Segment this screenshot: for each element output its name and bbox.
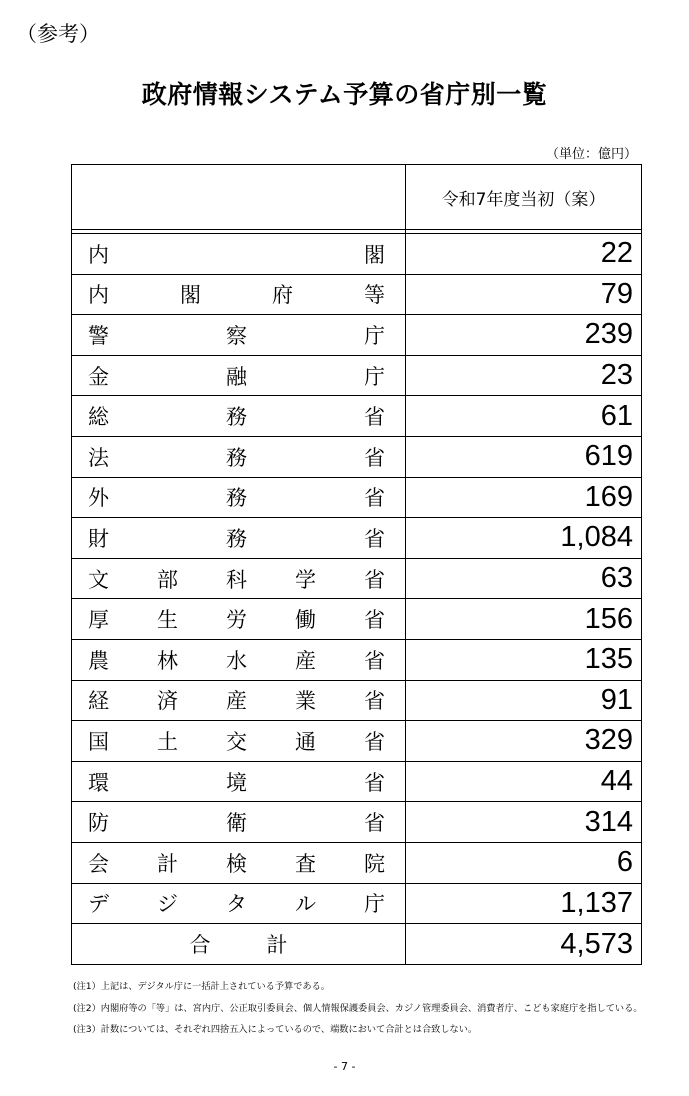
budget-value-cell: 156 (406, 599, 642, 640)
table-row (72, 396, 642, 437)
agency-name-char: 警 (88, 323, 109, 348)
table-row (72, 761, 642, 802)
agency-name-char: 省 (364, 770, 385, 795)
agency-name-char: 閣 (364, 242, 385, 267)
agency-name-cell (72, 680, 406, 721)
agency-name-char: 省 (364, 729, 385, 754)
agency-name-char: 労 (226, 608, 247, 633)
table-row (72, 842, 642, 883)
agency-name-char: 省 (364, 689, 385, 714)
agency-name-char: 部 (157, 567, 178, 592)
table-row (72, 883, 642, 924)
agency-name-cell (72, 274, 406, 315)
agency-name-char: 文 (88, 567, 109, 592)
agency-name-char: 省 (364, 526, 385, 551)
budget-value-cell: 1,137 (406, 883, 642, 924)
agency-name-cell (72, 396, 406, 437)
budget-value-cell: 239 (406, 315, 642, 356)
agency-name-char: 総 (88, 405, 109, 430)
reference-label: （参考） (16, 22, 100, 46)
agency-name-char: 境 (226, 770, 247, 795)
agency-name-char: 防 (88, 811, 109, 836)
agency-name-char: 省 (364, 608, 385, 633)
agency-name-char: ジ (157, 892, 178, 917)
agency-name-cell (72, 842, 406, 883)
agency-name-cell (72, 518, 406, 559)
agency-name-char: 林 (157, 648, 178, 673)
agency-name-char: 業 (295, 689, 316, 714)
table-row (72, 558, 642, 599)
agency-name-char: 外 (88, 486, 109, 511)
agency-name-char: 産 (295, 648, 316, 673)
agency-name-cell (72, 234, 406, 275)
agency-name-char: タ (226, 892, 247, 917)
agency-name-char: 等 (364, 283, 385, 308)
table-row (72, 680, 642, 721)
agency-name-char: 会 (88, 851, 109, 876)
agency-name-char: ル (295, 892, 316, 917)
budget-value-cell: 329 (406, 721, 642, 762)
agency-name-char: 財 (88, 526, 109, 551)
table-row (72, 518, 642, 559)
agency-name-char: 水 (226, 648, 247, 673)
agency-name-char: 省 (364, 811, 385, 836)
agency-name-cell (72, 761, 406, 802)
total-label-cell (72, 924, 406, 965)
agency-name-char: 科 (226, 567, 247, 592)
agency-name-char: 経 (88, 689, 109, 714)
budget-value-cell: 63 (406, 558, 642, 599)
budget-value-cell: 91 (406, 680, 642, 721)
agency-name-char: 院 (364, 851, 385, 876)
agency-name-char: 土 (157, 729, 178, 754)
agency-name-cell (72, 599, 406, 640)
agency-name-char: 務 (226, 445, 247, 470)
agency-name-char: 法 (88, 445, 109, 470)
unit-note: （単位：億円） (545, 147, 637, 162)
budget-value-cell: 22 (406, 234, 642, 275)
agency-name-char: 衛 (226, 811, 247, 836)
total-value-cell: 4,573 (406, 924, 642, 965)
budget-value-cell: 23 (406, 355, 642, 396)
agency-name-char: 省 (364, 648, 385, 673)
agency-name-char: 省 (364, 405, 385, 430)
budget-value-cell: 314 (406, 802, 642, 843)
document-title: 政府情報システム予算の省庁別一覧 (141, 80, 548, 109)
agency-name-cell (72, 436, 406, 477)
agency-name-char: 環 (88, 770, 109, 795)
budget-value-cell: 169 (406, 477, 642, 518)
budget-value-cell: 79 (406, 274, 642, 315)
table-row (72, 436, 642, 477)
budget-value-cell: 619 (406, 436, 642, 477)
agency-name-char: 務 (226, 405, 247, 430)
budget-table (71, 164, 642, 965)
table-row (72, 355, 642, 396)
agency-name-cell (72, 721, 406, 762)
agency-name-char: 庁 (364, 364, 385, 389)
agency-name-cell (72, 558, 406, 599)
budget-value-cell: 6 (406, 842, 642, 883)
table-row (72, 477, 642, 518)
agency-name-char: 働 (295, 608, 316, 633)
budget-value-cell: 44 (406, 761, 642, 802)
agency-name-char: 府 (272, 283, 293, 308)
agency-name-char: 省 (364, 567, 385, 592)
agency-name-char: 計 (157, 851, 178, 876)
agency-name-char: 内 (88, 242, 109, 267)
agency-name-char: 学 (295, 567, 316, 592)
agency-name-char: 生 (157, 608, 178, 633)
table-row (72, 599, 642, 640)
total-label-char: 合 (189, 933, 211, 958)
agency-name-char: 務 (226, 526, 247, 551)
table-row (72, 639, 642, 680)
table-row (72, 315, 642, 356)
table-row (72, 721, 642, 762)
column-header: 令和7年度当初（案） (406, 165, 642, 230)
agency-name-char: 融 (226, 364, 247, 389)
agency-name-char: 庁 (364, 323, 385, 348)
budget-value-cell: 61 (406, 396, 642, 437)
agency-name-char: 査 (295, 851, 316, 876)
agency-name-char: 務 (226, 486, 247, 511)
agency-name-char: 通 (295, 729, 316, 754)
agency-name-cell (72, 639, 406, 680)
agency-name-cell (72, 802, 406, 843)
agency-name-cell (72, 315, 406, 356)
header-row (72, 165, 642, 230)
agency-name-cell (72, 883, 406, 924)
agency-name-char: デ (88, 892, 109, 917)
agency-name-char: 厚 (88, 608, 109, 633)
footnote-3: (注3）計数については、それぞれ四捨五入によっているので、端数において合計とは合致しない。 (73, 1024, 478, 1035)
agency-name-cell (72, 355, 406, 396)
table-row (72, 802, 642, 843)
agency-name-cell (72, 477, 406, 518)
agency-name-char: 庁 (364, 892, 385, 917)
agency-name-char: 省 (364, 445, 385, 470)
agency-name-char: 農 (88, 648, 109, 673)
header-blank-cell (72, 165, 406, 230)
agency-name-char: 閣 (180, 283, 201, 308)
agency-name-char: 済 (157, 689, 178, 714)
agency-name-char: 金 (88, 364, 109, 389)
footnote-1: (注1）上記は、デジタル庁に一括計上されている予算である。 (73, 981, 330, 992)
footnote-2: (注2）内閣府等の「等」は、宮内庁、公正取引委員会、個人情報保護委員会、カジノ管理委員会、消費者庁、こども家庭庁を指している。 (73, 1002, 643, 1014)
agency-name-char: 検 (226, 851, 247, 876)
total-label-char: 計 (266, 933, 288, 958)
table-row (72, 234, 642, 275)
budget-value-cell: 135 (406, 639, 642, 680)
agency-name-char: 内 (88, 283, 109, 308)
page-number: - 7 - (333, 1060, 356, 1073)
agency-name-char: 交 (226, 729, 247, 754)
footnotes (73, 976, 643, 1041)
table-row (72, 274, 642, 315)
agency-name-char: 産 (226, 689, 247, 714)
agency-name-char: 省 (364, 486, 385, 511)
budget-value-cell: 1,084 (406, 518, 642, 559)
total-row (72, 924, 642, 965)
agency-name-char: 国 (88, 729, 109, 754)
agency-name-char: 察 (226, 323, 247, 348)
